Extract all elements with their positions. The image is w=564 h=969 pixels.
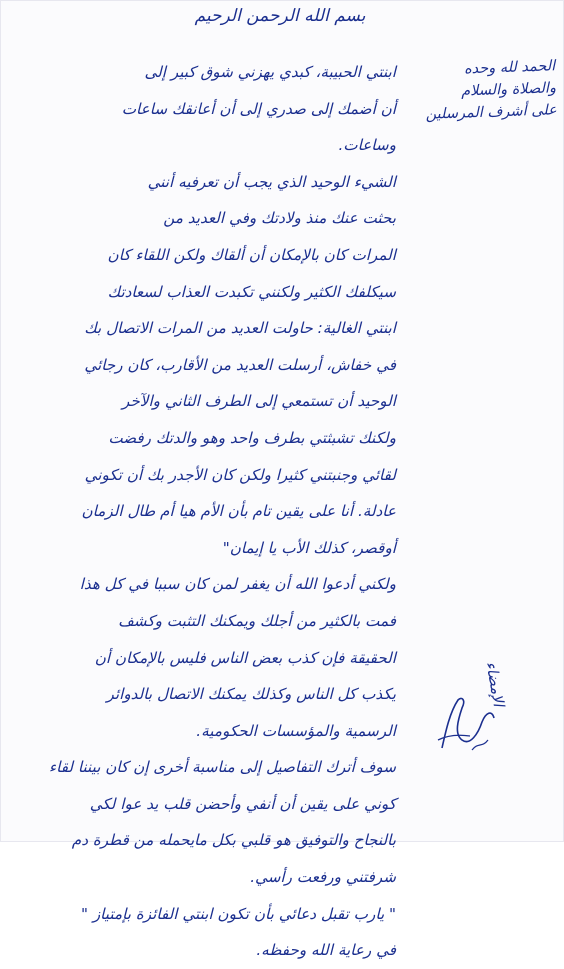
letter-line: أوقصر، كذلك الأب يا إيمان" bbox=[222, 538, 396, 557]
letter-line: يكذب كل الناس وكذلك يمكنك الاتصال بالدوائر bbox=[106, 685, 396, 704]
letter-line: الشيء الوحيد الذي يجب أن تعرفيه أنني bbox=[147, 172, 396, 191]
letter-line: سوف أترك التفاصيل إلى مناسبة أخرى إن كان بيننا لقاء bbox=[48, 758, 396, 777]
side-note bbox=[397, 55, 557, 126]
letter-line: في رعاية الله وحفظه. bbox=[256, 941, 396, 960]
letter-line: الحقيقة فإن كذب بعض الناس فليس بالإمكان أن bbox=[94, 648, 396, 667]
handwritten-signature bbox=[432, 690, 502, 760]
side-note-line: على أشرف المرسلين bbox=[425, 102, 557, 123]
letter-body bbox=[16, 54, 396, 969]
letter-line: أن أضمك إلى صدري إلى أن أعانقك ساعات bbox=[121, 99, 396, 118]
letter-line: وساعات. bbox=[338, 136, 396, 155]
signature-label: الإمضاء bbox=[482, 660, 508, 708]
letter-line: شرفتني ورفعت رأسي. bbox=[250, 868, 396, 887]
basmala-header: بسم الله الرحمن الرحيم bbox=[194, 6, 366, 26]
letter-line: الرسمية والمؤسسات الحكومية. bbox=[196, 721, 396, 740]
letter-line: فمت بالكثير من أجلك ويمكنك التثبت وكشف bbox=[118, 611, 396, 630]
letter-line: المرات كان بالإمكان أن ألقاك ولكن اللقاء كان bbox=[107, 245, 396, 264]
letter-line: ابنتي الحبيبة، كبدي يهزني شوق كبير إلى bbox=[144, 63, 396, 81]
letter-line: بحثت عنك منذ ولادتك وفي العديد من bbox=[163, 209, 396, 228]
letter-line: سيكلفك الكثير ولكنني تكبدت العذاب لسعادتك bbox=[107, 282, 396, 301]
side-note-line: والصلاة والسلام bbox=[460, 80, 557, 100]
letter-line: الوحيد أن تستمعي إلى الطرف الثاني والآخر bbox=[122, 392, 396, 411]
letter-line: لقائي وجنبتني كثيرا ولكن كان الأجدر بك أن تكوني bbox=[84, 465, 396, 484]
letter-line: " يارب تقبل دعائي بأن تكون ابنتي الفائزة بإمتياز " bbox=[81, 904, 396, 923]
letter-line: عادلة. أنا على يقين تام بأن الأم هيا أم طال الزمان bbox=[81, 502, 396, 521]
letter-line: كوني على يقين أن أنفي وأحضن قلب يد عوا لكي bbox=[89, 794, 396, 813]
letter-line: ولكني أدعوا الله أن يغفر لمن كان سببا في كل هذا bbox=[79, 575, 396, 594]
letter-line: ابنتي الغالية: حاولت العديد من المرات الاتصال بك bbox=[84, 319, 396, 338]
letter-line: بالنجاح والتوفيق هو قلبي بكل مايحمله من قطرة دم bbox=[71, 831, 396, 850]
letter-line: ولكنك تشبثتي بطرف واحد وهو والدتك رفضت bbox=[108, 428, 396, 447]
letter-line: في خفاش، أرسلت العديد من الأقارب، كان رجائي bbox=[84, 355, 396, 374]
side-note-line: الحمد لله وحده bbox=[463, 58, 556, 78]
